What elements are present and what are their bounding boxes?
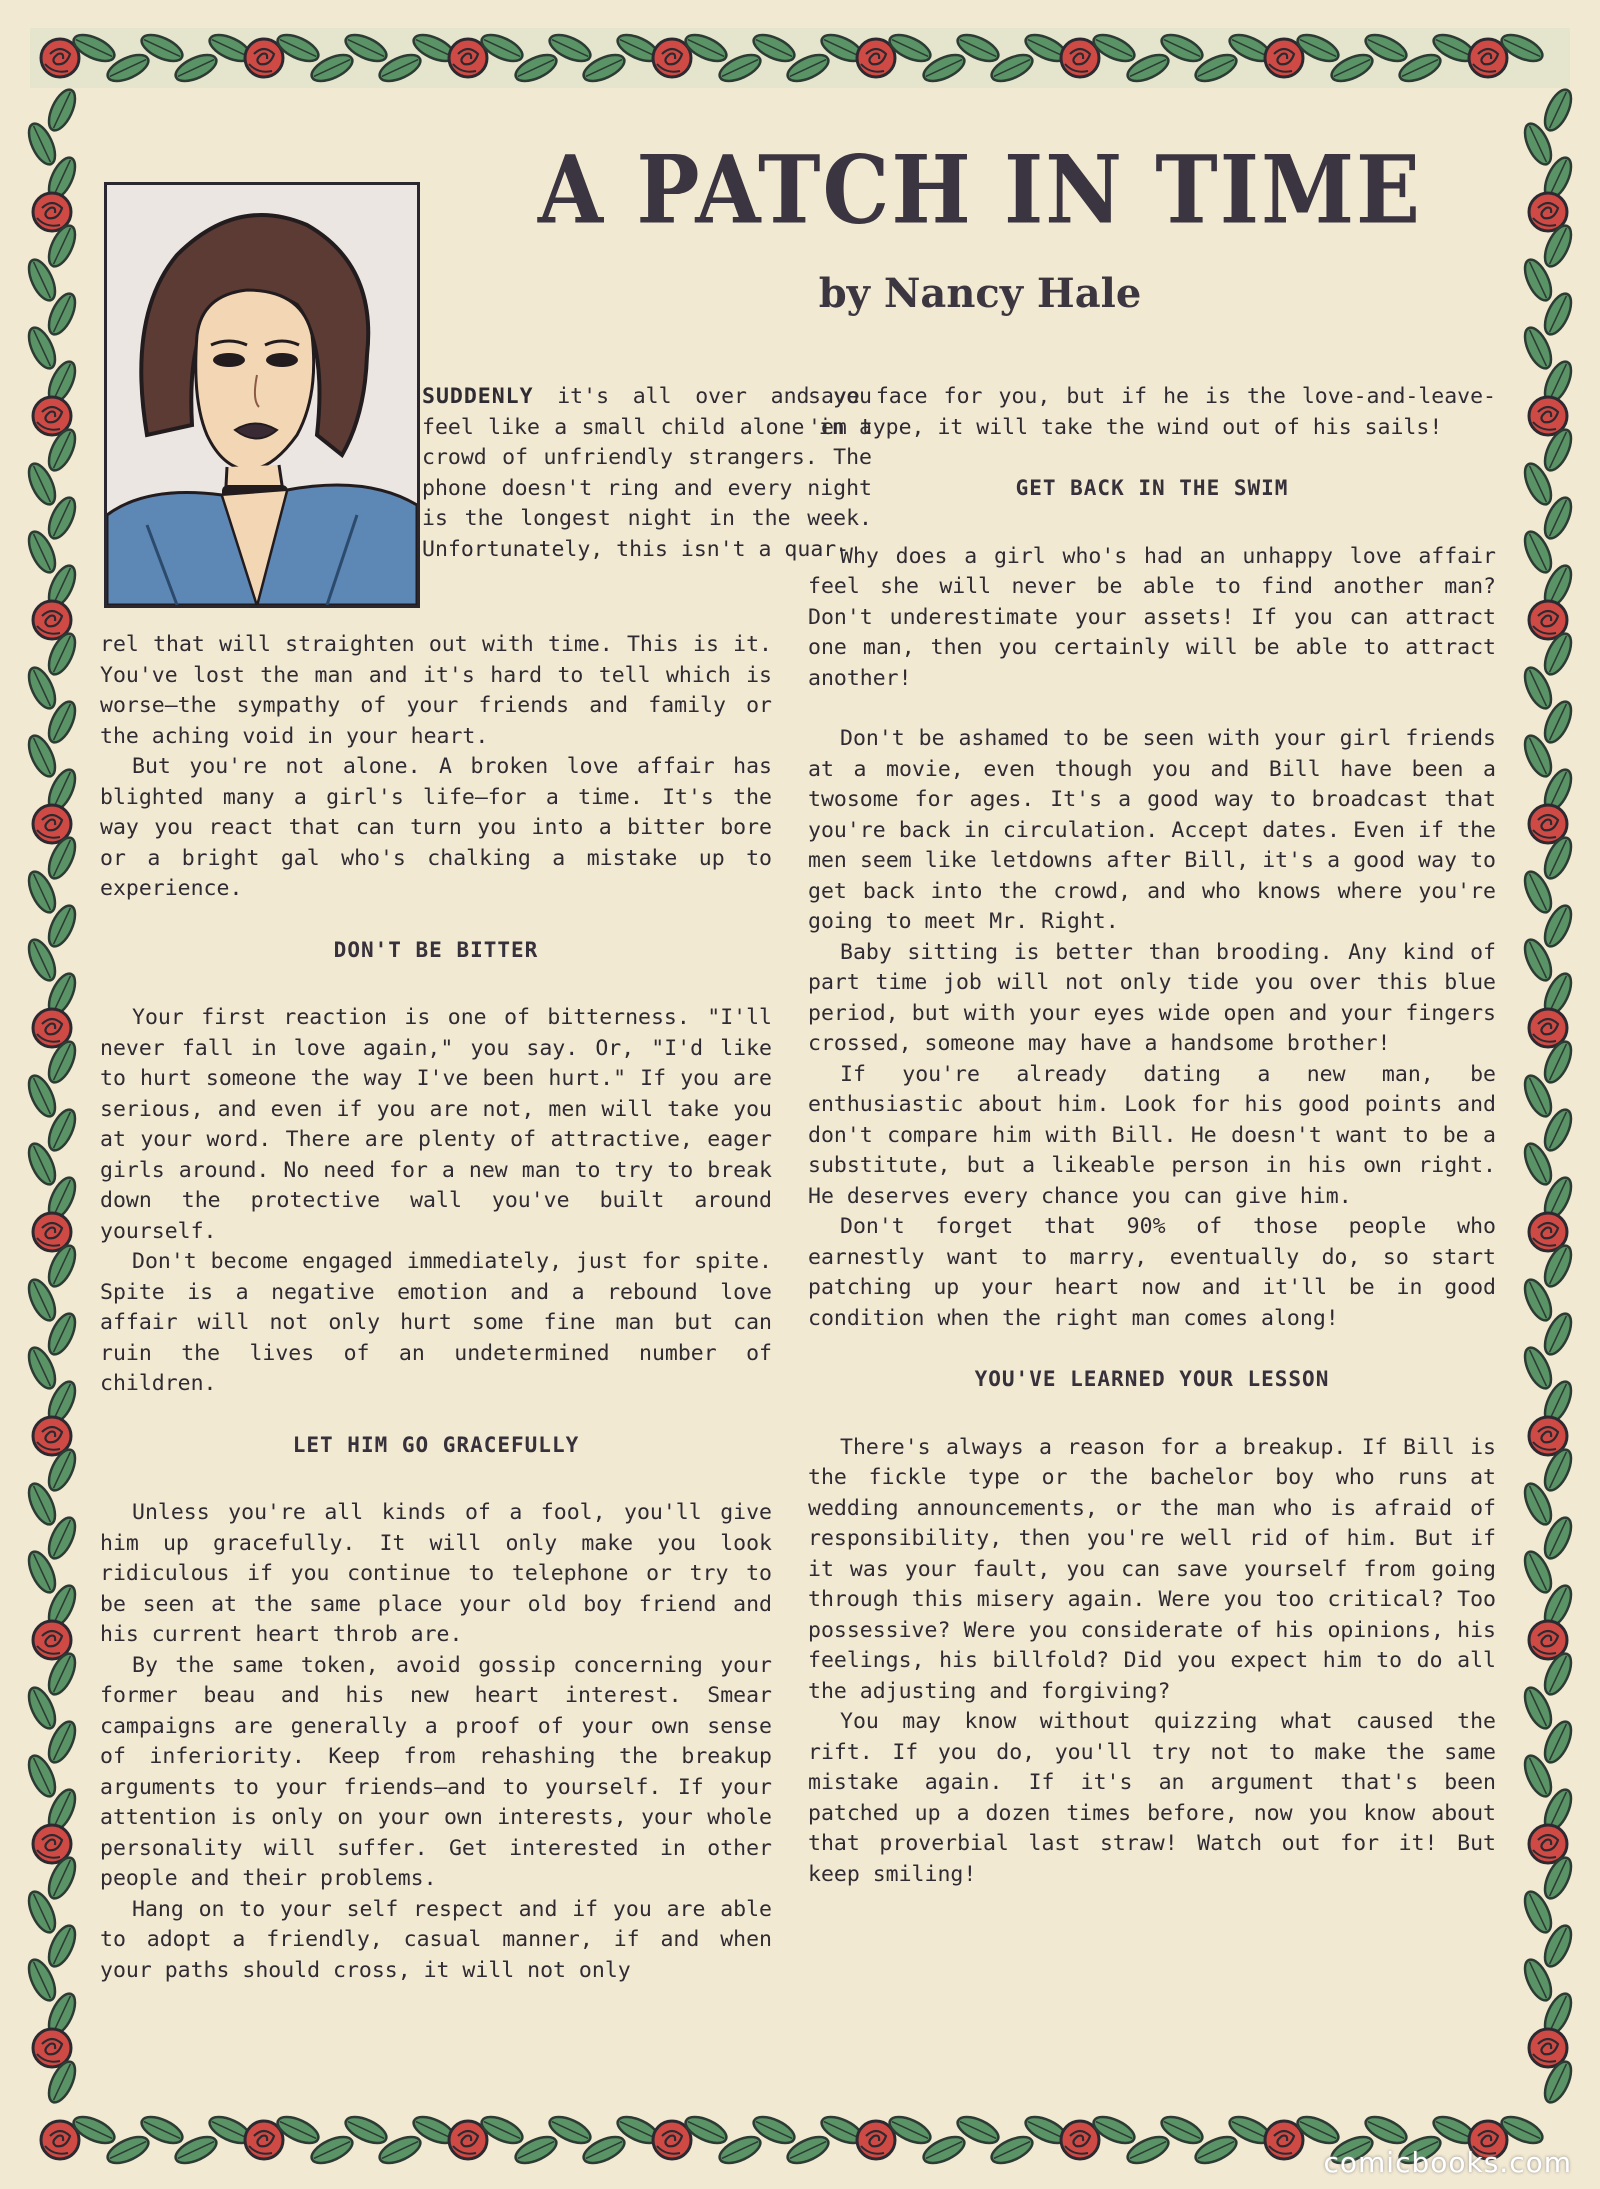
right-column [808, 382, 1496, 1890]
section-heading-dont-be-bitter: DON'T BE BITTER [333, 937, 539, 962]
section3-paragraph-1: Why does a girl who's had an unhappy love affair feel she will never be able to find another man? Don't underestimate your assets! If you can attract one man, then you certainly will be able to attract another! [808, 543, 1496, 691]
article-byline: by Nancy Hale [818, 270, 1142, 317]
section2-paragraph-1: Unless you're all kinds of a fool, you'll give him up gracefully. It will only make you look ridiculous if you continue to telephone or try to be seen at the same place your old boy friend and his current heart throb are. [100, 1500, 772, 1647]
left-column [100, 630, 772, 1986]
portrait-illustration [104, 182, 420, 608]
left-paragraph-1: rel that will straighten out with time. This is it. You've lost the man and it's hard to tell which is worse—the sympathy of your friends and family or the aching void in your heart. [100, 632, 772, 749]
section2-paragraph-2: By the same token, avoid gossip concerning your former beau and his new heart interest. Smear campaigns are generally a proof of your own sense of inferiority. Keep from rehashing the breakup arguments to your friends—and to yourself. If your attention is only on your own interests, your whole personality will suffer. Get interested in other people and their problems. [100, 1652, 772, 1891]
section1-paragraph-1: Your first reaction is one of bitterness. "I'll never fall in love again," you say. Or, "I'd like to hurt someone the way I've been hurt." If you are serious, and even if you are not, men will take you at your word. There are plenty of attractive, eager girls around. No need for a new man to try to break down the protective wall you've built around yourself. [100, 1005, 772, 1244]
intro-text: it's all over and you feel like a small child alone in a crowd of unfriendly strangers. The phone doesn't ring and every night is the longest night in the week. Unfortunately, this isn't a quar- [422, 384, 872, 562]
section3-paragraph-5: Don't forget that 90% of those people who earnestly want to marry, eventually do, so start patching up your heart now and it'll be in good condition when the right man comes along! [808, 1214, 1496, 1331]
section4-paragraph-2: You may know without quizzing what caused the rift. If you do, you'll try not to make the same mistake again. If it's an argument that's been patched up a dozen times before, now you know about that proverbial last straw! Watch out for it! But keep smiling! [808, 1709, 1496, 1887]
left-paragraph-2: But you're not alone. A broken love affair has blighted many a girl's life—for a time. It's the way you react that can turn you into a bitter bore or a bright gal who's chalking a mistake up to experience. [100, 754, 772, 901]
article-title: A PATCH IN TIME [537, 134, 1423, 245]
section-heading-let-him-go: LET HIM GO GRACEFULLY [292, 1432, 580, 1457]
section2-paragraph-3: Hang on to your self respect and if you are able to adopt a friendly, casual manner, if and when your paths should cross, it will not only [100, 1896, 772, 1983]
leaf-icon [1540, 86, 1577, 134]
section-heading-get-back-in-swim: GET BACK IN THE SWIM [1015, 476, 1289, 500]
leaf-icon [44, 86, 81, 134]
article [100, 120, 1500, 2060]
section3-paragraph-4: If you're already dating a new man, be enthusiastic about him. Look for his good points and don't compare him with Bill. He doesn't want to be a substitute, but a likeable person in his own right. He deserves every chance you can give him. [808, 1061, 1496, 1209]
section1-paragraph-2: Don't become engaged immediately, just for spite. Spite is a negative emotion and a rebound love affair will not only hurt some fine man but can ruin the lives of an undetermined number of children. [100, 1249, 772, 1396]
intro-paragraph [422, 382, 872, 565]
section3-paragraph-3: Baby sitting is better than brooding. Any kind of part time job will not only tide you over this blue period, but with your eyes wide open and your fingers crossed, someone may have a handsome brother! [808, 939, 1496, 1056]
watermark: comicbooks.com [1323, 2146, 1572, 2179]
section3-paragraph-2: Don't be ashamed to be seen with your girl friends at a movie, even though you and Bill have been a twosome for ages. It's a good way to broadcast that you're back in circulation. Accept dates. Even if the men seem like letdowns after Bill, it's a good way to get back into the crowd, and who knows where you're going to meet Mr. Right. [808, 726, 1496, 934]
intro-lead-word: SUDDENLY [422, 384, 534, 409]
section4-paragraph-1: There's always a reason for a breakup. If Bill is the fickle type or the bachelor boy who runs at wedding announcements, or the man who is afraid of responsibility, then you're well rid of him. But if it was your fault, you can save yourself from going through this misery again. Were you too critical? Too possessive? Were you considerate of his opinions, his feelings, his billfold? Did you expect him to do all the adjusting and forgiving? [808, 1434, 1496, 1704]
section-heading-learned-lesson: YOU'VE LEARNED YOUR LESSON [974, 1367, 1330, 1391]
right-top-paragraph: save face for you, but if he is the love-and-leave-'em type, it will take the wind out of his sails! [808, 384, 1496, 440]
